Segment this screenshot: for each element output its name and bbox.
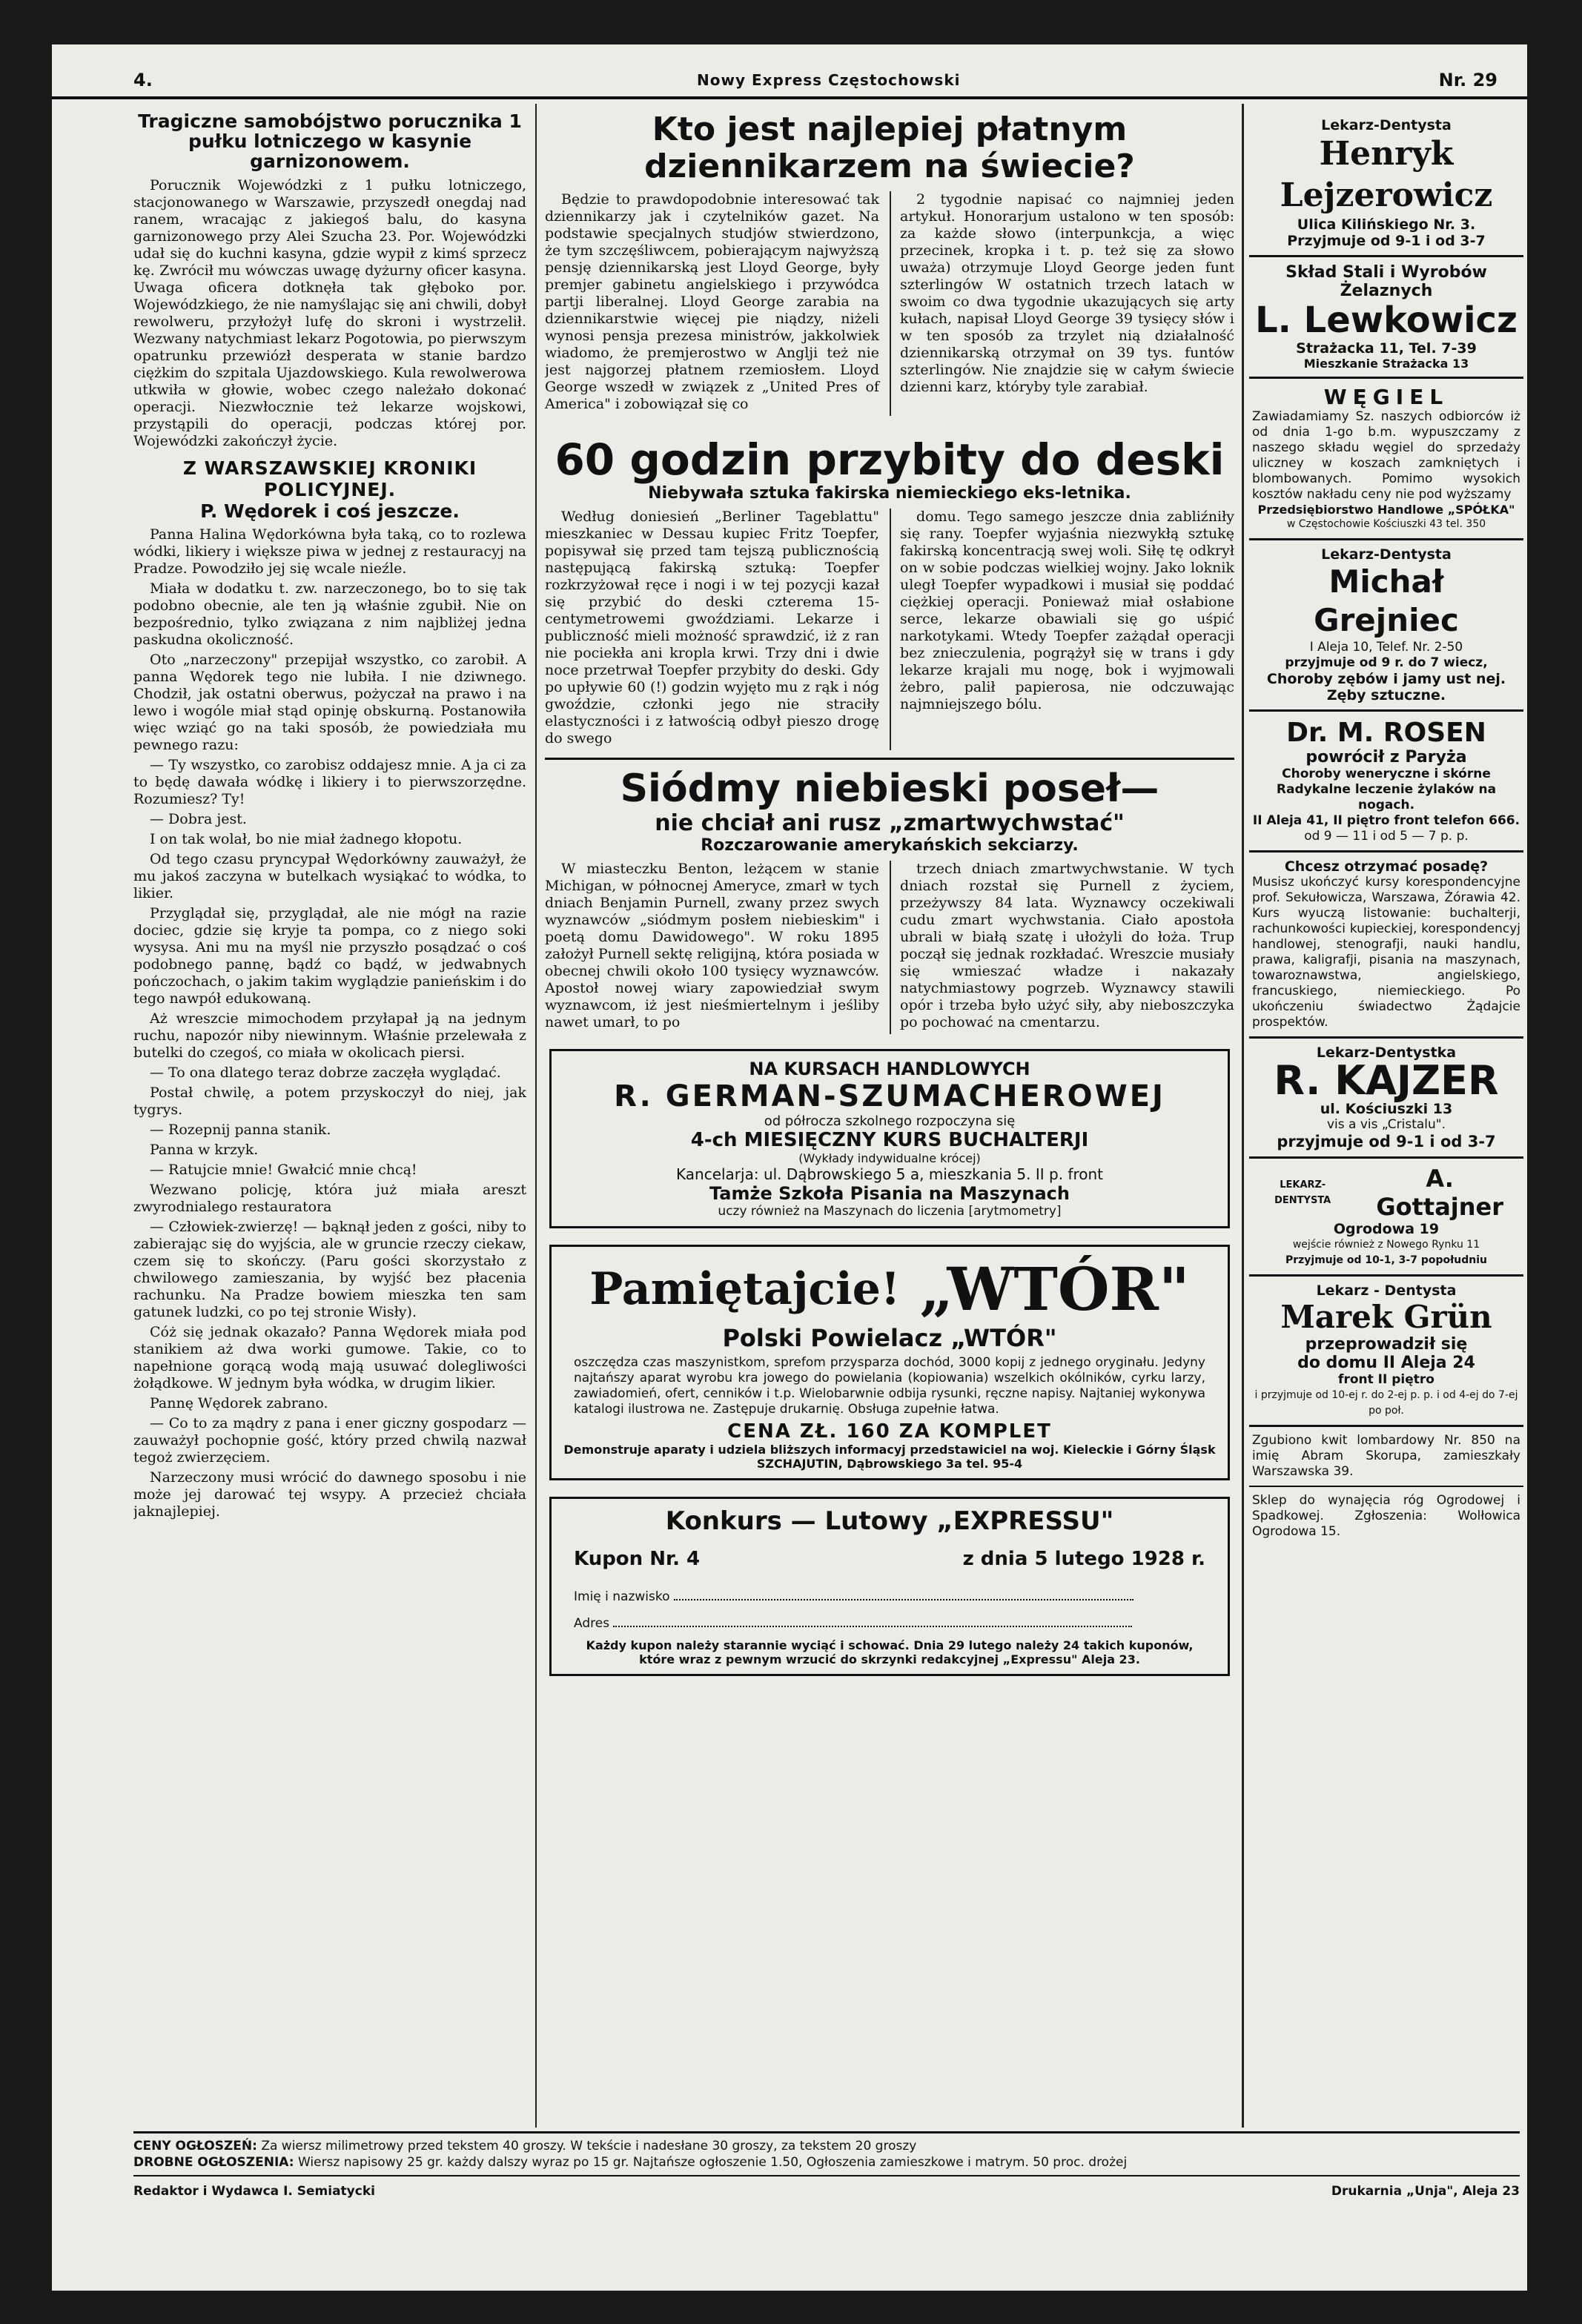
small-ads-label: DROBNE OGŁOSZENIA: — [133, 2155, 294, 2170]
small-ads-text: Wiersz napisowy 25 gr. każdy dalszy wyraz po 15 gr. Najtańsze ogłoszenie 1.50, Ogłoszenia zamieszkowe i matrym. 50 proc. drożej — [297, 2155, 1128, 2170]
ad-heading: LEKARZ-DENTYSTA — [1274, 1179, 1331, 1206]
kronika-para: I on tak wolał, bo nie miał żadnego kłopotu. — [150, 831, 463, 847]
article-purnell-title: Siódmy niebieski poseł— — [620, 767, 1159, 811]
contest-title: Konkurs — Lutowy „EXPRESSU" — [665, 1506, 1114, 1536]
article-journalist-left: Będzie to prawdopodobnie interesować tak dziennikarzy jak i czytelników gazet. Na podstawie specjalnych studjów stwierdzono, że tym szczęśliwcem, pobierającym najwyższą pensję dziennikarską jest Lloyd George, były premjer gabinetu angielskiego i przywódca partji liberalnej. Lloyd George zarabia na dziennikarstwie więcej pie niądzy, niżeli wynosi pensja prezesa ministrów, jakkolwiek wiadomo, że premjerostwo w Anglji też nie jest najgorzej płatnem rzemiosłem. Lloyd George wszedł w związek z „United Pres of America" i zobowiązał się co — [545, 191, 879, 412]
newspaper-page — [52, 44, 1527, 2291]
kronika-para: Wezwano policję, która już miała areszt zwyrodnialego restauratora — [133, 1182, 526, 1215]
ad-kursy — [549, 1049, 1230, 1228]
article-suicide-title: Tragiczne samobójstwo porucznika 1 pułku lotniczego w kasynie garnizonowem. — [138, 111, 522, 172]
issue-number: Nr. 29 — [1438, 70, 1497, 90]
ad-address: do domu II Aleja 24 — [1297, 1354, 1475, 1372]
kronika-para: Cóż się jednak okazało? Panna Wędorek miała pod stanikiem aż dwa worki gumowe. Takie, co to napełnione gorącą wodą mają usuwać dolegliwości żołądkowe. W jednym była wódka, w drugim likier. — [133, 1324, 526, 1391]
ad-name: Henryk Lejzerowicz — [1280, 135, 1493, 214]
contest-address-field[interactable] — [613, 1626, 1132, 1627]
price-list — [133, 2133, 1520, 2176]
article-fakir-subtitle: Niebywała sztuka fakirska niemieckiego eks-letnika. — [648, 484, 1131, 503]
ad-kajzer — [1249, 1039, 1523, 1159]
ad-text: przeprowadził się — [1305, 1335, 1468, 1354]
ad-services: Choroby weneryczne i skórne Radykalne leczenie żylaków na nogach. — [1276, 767, 1497, 812]
kronika-para: — Rozepnij panna stanik. — [150, 1122, 331, 1138]
paper-title: Nowy Express Częstochowski — [697, 71, 961, 89]
article-purnell-left: W miasteczku Benton, leżącem w stanie Michigan, w północnej Ameryce, zmarł w tych dniach Benjamin Purnell, zwany przez swych wyznawców „siódmym posłem niebieskim" i poetą domu Dawidowego". W roku 1895 założył Purnell sektę religijną, która posiada w obecnej chwili około 100 tysięcy wyznawców. Apostoł nowej wiary zapowiedział swym wyznawcom, iż jest nieśmiertelnym i jeśliby nawet umarł, to po — [545, 861, 879, 1030]
page-footer — [133, 2131, 1520, 2206]
article-suicide-body: Porucznik Wojewódzki z 1 pułku lotniczego, stacjonowanego w Warszawie, przyszedł onegdaj nad ranem, wracając z jakiegoś balu, do kasyna garnizonowego przy Alei Szucha 23. Por. Wojewódzki udał się do kuchni kasyna, gdzie wypił z kimś sprzecz kę. Zwrócił mu wówczas uwagę dyżurny oficer kasyna. Uwaga oficera dotknęła tak głęboko por. Wojewódzkiego, że nie namyślając się ani chwili, dobył rewolweru, przyłożył lufę do skroni i wystrzelił. Wezwany natychmiast lekarz Pogotowia, po pierwszym opatrunku przewiózł desperata w stanie bardzo ciężkim do szpitala Ujazdowskiego. Kula rewolwerowa utkwiła w głowie, wobec czego należało dokonać operacji. Niezwłocznie też lekarze wojskowi, przystąpili do operacji, podczas której por. Wojewódzki zakończył życie. — [133, 177, 526, 449]
ad-zgubiono — [1249, 1427, 1523, 1487]
ad-heading: powrócił z Paryża — [1305, 748, 1467, 767]
contest-coupon-number: Kupon Nr. 4 — [574, 1548, 701, 1570]
ad-hours: przyjmuje od 9-1 i od 3-7 — [1277, 1133, 1496, 1151]
kronika-para: Przyglądał się, przyglądał, ale nie mógł na razie dociec, gdzie się kryje ta pompa, co z niego soki wysysa. Ani mu na myśl nie przyszło posądzać o coś podobnego pannę, bądź co bądź, w jedwabnych pończochach, o jakim takim wyglądzie panieńskim i do tego nawpół edukowaną. — [133, 905, 526, 1007]
contest-address-label: Adres — [574, 1616, 610, 1631]
ad-address: Strażacka 11, Tel. 7-39 — [1296, 340, 1477, 357]
ad-address-2: vis a vis „Cristalu". — [1326, 1117, 1446, 1132]
article-fakir-body — [545, 509, 1234, 750]
divider — [545, 758, 1234, 760]
price-text: Za wiersz milimetrowy przed tekstem 40 groszy. W tekście i nadesłane 30 groszy, za tekstem 20 groszy — [261, 2139, 917, 2153]
ad-kursy-name: R. GERMAN-SZUMACHEROWEJ — [614, 1079, 1165, 1113]
kronika-para: — To ona dlatego teraz dobrze zaczęła wyglądać. — [150, 1065, 501, 1081]
kronika-para: — Co to za mądry z pana i ener giczny gospodarz — zauważył pochopnie gość, który przed chwilą nazwał tegoż zwierzęciem. — [133, 1415, 526, 1466]
ad-name: Dr. M. ROSEN — [1286, 718, 1486, 748]
kronika-para: Od tego czasu pryncypał Wędorkówny zauważył, że mu jakoś zaczyna w butelkach wysiąkać to wódka, to likier. — [133, 851, 526, 901]
article-purnell-subtitle: nie chciał ani rusz „zmartwychwstać" — [655, 810, 1125, 836]
editor-credit: Redaktor i Wydawca I. Semiatycki — [133, 2184, 375, 2199]
kronika-para: Panna Halina Wędorkówna była taką, co to rozlewa wódki, likiery i większe piwa w jednej z restauracyj na Pradze. Powodziło jej się wcale nieźle. — [133, 526, 526, 577]
ad-wtor — [549, 1245, 1230, 1480]
ad-text: Zgubiono kwit lombardowy Nr. 850 na imię Abram Skorupa, zamieszkały Warszawska 39. — [1252, 1433, 1520, 1479]
ad-heading: Lekarz - Dentysta — [1316, 1282, 1457, 1299]
ad-gottajner — [1249, 1159, 1523, 1277]
kronika-para: Pannę Wędorek zabrano. — [150, 1395, 328, 1411]
ad-kursy-line: Tamże Szkoła Pisania na Maszynach — [709, 1183, 1070, 1204]
ad-hours: Przyjmuje od 10-1, 3-7 popołudniu — [1285, 1254, 1488, 1266]
middle-column — [545, 111, 1234, 2120]
kronika-para: — Ratujcie mnie! Gwałcić mnie chcą! — [150, 1162, 417, 1178]
kronika-para: — Dobra jest. — [150, 811, 247, 827]
ad-services: Choroby zębów i jamy ust nej. Zęby sztuczne. — [1266, 671, 1506, 704]
kronika-para: — Ty wszystko, co zarobisz oddajesz mnie. A ja ci za to będę dawała wódkę i likiery i to pierwszorzędne. Rozumiesz? Ty! — [133, 757, 526, 807]
ad-heading: Lekarz-Dentystka — [1316, 1045, 1457, 1061]
article-fakir-left: Według doniesień „Berliner Tageblattu" mieszkaniec w Dessau kupiec Fritz Toepfer, popisywał się przed tam tejszą publicznością następującą fakirską sztuką: Toepfer rozkrzyżował ręce i nogi i w tej pozycji kazał się przybić do deski czterema 15-centymetrowemi gwoździami. Lekarze i publiczność mieli możność sprawdzić, iż z ran nie pociekła ani kropla krwi. Trzy dni i dwie noce przetrwał Toepfer przybity do deski. Gdy po upływie 60 (!) godzin wyjęto mu z rąk i nóg gwoździe, członki jego nie straciły elastyczności i z łatwością odbył pieszo drogę do swego — [545, 509, 879, 746]
ad-hours: przyjmuje od 9 r. do 7 wiecz, — [1285, 655, 1488, 670]
ad-grejniec — [1249, 540, 1523, 712]
ad-rosen — [1249, 712, 1523, 853]
article-fakir-title: 60 godzin przybity do deski — [555, 434, 1225, 485]
ad-kursy-line: NA KURSACH HANDLOWYCH — [749, 1059, 1030, 1079]
kronika-subtitle: P. Wędorek i coś jeszcze. — [200, 500, 460, 522]
ad-kursy-address: Kancelarja: ul. Dąbrowskiego 5 a, mieszkania 5. II p. front — [676, 1165, 1103, 1183]
article-journalist-right: 2 tygodnie napisać co najmniej jeden artykuł. Honorarjum ustalono w ten sposób: za każde słowo (interpunkcja, a więc przecinek, kropka i t. p. też się za słowo uważa) otrzymuje Lloyd George jeden funt szterlingów W ostatnich trzech latach w swoim co dwa tygodnie ukazujących się arty kułach, napisał Lloyd George 39 tysięcy słów i w ten sposób za trzylet nią działalność dziennikarską otrzymał on 39 tys. funtów szterlingów. Nie znajdzie się w całym świecie dzienni karz, któryby tyle zarabiał. — [900, 191, 1234, 395]
ads-column — [1249, 111, 1523, 2120]
ad-name: L. Lewkowicz — [1255, 299, 1518, 341]
article-journalist-body — [545, 191, 1234, 416]
ad-lejzerowicz — [1249, 111, 1523, 257]
ad-address: I Aleja 10, Telef. Nr. 2-50 — [1309, 640, 1463, 655]
ad-kursy-course: 4-ch MIESIĘCZNY KURS BUCHALTERJI — [690, 1129, 1089, 1151]
ad-heading: Lekarz-Dentysta — [1321, 546, 1452, 563]
ad-wtor-text: oszczędza czas maszynistkom, sprefom przysparza dochód, 3000 kopij z jednego oryginału. Jedyny najtańszy aparat wyrobu kra jowego do powielania (kopiowania) wszelkich okólników, cyrku larzy, zawiadomień, ofert, cenników i t.p. Wielobarwnie odbija rysunki, ręczne napisy. Najtaniej wykonywa katalogi ilustrowa ne. Zastępuje drukarnię. Obsługa zupełnie łatwa. — [574, 1355, 1205, 1417]
ad-address: II Aleja 41, II piętro front telefon 666. — [1252, 813, 1520, 828]
ad-wtor-demo: Demonstruje aparaty i udziela bliższych informacyj przedstawiciel na woj. Kieleckie i Górny Śląsk SZCHAJUTIN, Dąbrowskiego 3a tel. 95-4 — [563, 1443, 1216, 1471]
printer-credit: Drukarnia „Unja", Aleja 23 — [1331, 2184, 1520, 2199]
ad-sklep — [1249, 1487, 1523, 1546]
ad-name: A. Gottajner — [1376, 1165, 1504, 1221]
ad-heading: Lekarz-Dentysta — [1321, 117, 1452, 133]
ad-address: ul. Kościuszki 13 — [1320, 1101, 1453, 1117]
ad-hours: od 9 — 11 i od 5 — 7 p. p. — [1304, 829, 1469, 844]
price-label: CENY OGŁOSZEŃ: — [133, 2139, 257, 2153]
ad-hours: Przyjmuje od 9-1 i od 3-7 — [1287, 233, 1486, 249]
ad-name: Marek Grün — [1280, 1299, 1492, 1335]
ad-company: Przedsiębiorstwo Handlowe „SPÓŁKA" — [1257, 503, 1515, 517]
page-header — [52, 67, 1527, 99]
ad-wtor-price: CENA ZŁ. 160 ZA KOMPLET — [727, 1420, 1052, 1443]
ad-address-2: wejście również z Nowego Rynku 11 — [1292, 1239, 1480, 1251]
page-number: 4. — [133, 70, 153, 90]
kronika-title: Z WARSZAWSKIEJ KRONIKI POLICYJNEJ. — [182, 457, 477, 500]
kronika-para: Oto „narzeczony" przepijał wszystko, co zarobił. A panna Wędorek tego nie lubiła. I nie dziwnego. Chodził, jak ostatni oberwus, pożyczał na prawo i na lewo i wogóle miał stąd opinję obskurną. Postanowiła więc wziąć go na taki sposób, że powiedziała mu pewnego razu: — [133, 652, 526, 753]
article-fakir-right: domu. Tego samego jeszcze dnia zabliźniły się rany. Toepfer wyjaśnia niezwykłą sztukę fakirską koncentracją swej woli. Siłę tę odkrył on w sobie podczas wielkiej wojny. Jako loknik uległ Toepfer wypadkowi i musiał się poddać ciężkiej operacji. Ponieważ miał osłabione serce, lekarze obawiali się go uśpić narkotykami. Wtedy Toepfer zażądał operacji bez znieczulenia, pogrążył się w trans i gdy lekarze krajali mu nogę, bok i wyjmowali żebro, palił papierosa, nie odczuwając najmniejszego bólu. — [900, 509, 1234, 712]
contest-name-field[interactable] — [674, 1599, 1133, 1600]
column-rule — [535, 104, 537, 2128]
ad-text: Zawiadamiamy Sz. naszych odbiorców iż od dnia 1-go b.m. wypuszczamy z naszego składu węgiel do sprzedaży uliczney w koszach zamkniętych i blombowanych. Pomimo wysokich kosztów nakładu ceny nie pod wyższamy — [1252, 409, 1520, 502]
kronika-para: Miała w dodatku t. zw. narzeczonego, bo to się tak podobno obecnie, ale ten ją właśnie zgubił. Nie on bezpośrednio, tylko związana z nim najbliżej jedna paskudna okoliczność. — [133, 580, 526, 648]
kronika-para: Postał chwilę, a potem przyskoczył do niej, jak tygrys. — [133, 1085, 526, 1118]
ad-kursy-line: (Wykłady indywidualne krócej) — [798, 1151, 981, 1165]
ad-text: Sklep do wynajęcia róg Ogrodowej i Spadkowej. Zgłoszenia: Wolłowica Ogrodowa 15. — [1252, 1493, 1520, 1539]
article-journalist-title: Kto jest najlepiej płatnym dziennikarzem na świecie? — [644, 111, 1135, 185]
ad-wtor-brand: „WTÓR" — [919, 1254, 1190, 1324]
ad-name: Michał Grejniec — [1314, 563, 1459, 638]
ad-heading: Skład Stali i Wyrobów Żelaznych — [1285, 263, 1487, 300]
ad-text: Musisz ukończyć kursy korespondencyjne prof. Sekułowicza, Warszawa, Żórawia 42. Kurs wyuczą listowanie: buchalterji, rachunkowości kupieckiej, korespondencyj handlowej, stenografji, nauki handlu, prawa, kaligrafji, pisania na maszynach, towaroznawstwa, angielskiego, francuskiego, niemieckiego. Po ukończeniu świadectwo Żądajcie prospektów. — [1252, 875, 1520, 1030]
ad-name: R. KAJZER — [1274, 1057, 1499, 1104]
ad-kursy-line: uczy również na Maszynach do liczenia [arytmometry] — [718, 1204, 1062, 1219]
ad-wegiel — [1249, 379, 1523, 540]
ad-lewkowicz — [1249, 257, 1523, 379]
article-purnell-right: trzech dniach zmartwychwstanie. W tych dniach rozstał się Purnell z życiem, przeżywszy 84 lata. Wyznawcy oczekiwali cudu zmart wychwstania. Ciało apostoła ubrali w białą szatę i ułożyli do łoża. Trup począł się jednak rozkładać. Wreszcie musiały się wmieszać władze i nakazały natychmiastowy pogrzeb. Wyznawcy stawili opór i trzeba było użyć siły, aby nieboszczyka po pochować na cmentarzu. — [900, 861, 1234, 1030]
ad-address-2: Mieszkanie Strażacka 13 — [1303, 357, 1469, 371]
column-rule — [1242, 104, 1244, 2128]
kronika-para: — Człowiek-zwierzę! — bąknął jeden z gości, niby to zabierając się do wyjścia, ale w gruncie rzeczy ciekaw, czem się to skończy. (Paru gości skorzystało z chwilowego zamieszania, by wyjść bez płacenia rachunku. Na Pradze bowiem mieszka ten sam gatunek ludzki, co po tej stronie Wisły). — [133, 1219, 526, 1320]
ad-heading: Chcesz otrzymać posadę? — [1284, 858, 1489, 875]
contest-name-label: Imię i nazwisko — [574, 1589, 670, 1604]
contest-note: Każdy kupon należy starannie wyciąć i schować. Dnia 29 lutego należy 24 takich kuponów, które wraz z pewnym wrzucić do skrzynki redakcyjnej „Expressu" Aleja 23. — [586, 1638, 1194, 1666]
ad-posada — [1249, 853, 1523, 1039]
kronika-para: Panna w krzyk. — [150, 1142, 259, 1158]
ad-grun — [1249, 1277, 1523, 1427]
kronika-para: Narzeczony musi wrócić do dawnego sposobu i nie może jej darować tej wsypy. A przecież chciała jaknajlepiej. — [133, 1469, 526, 1520]
ad-address: Ogrodowa 19 — [1333, 1221, 1440, 1237]
contest-coupon-date: z dnia 5 lutego 1928 r. — [962, 1548, 1205, 1570]
article-purnell-body — [545, 861, 1234, 1034]
article-purnell-subtitle-2: Rozczarowanie amerykańskich sekciarzy. — [701, 836, 1079, 855]
ad-address-2: front II piętro — [1338, 1372, 1434, 1387]
ad-address: Ulica Kilińskiego Nr. 3. — [1297, 216, 1476, 233]
kronika-para: Aż wreszcie mimochodem przyłapał ją na jednym ruchu, napozór niby niewinnym. Właśnie przelewała z butelki do czegoś, co miała w okolicach piersi. — [133, 1010, 526, 1061]
ad-wtor-slogan: Pamiętajcie! — [589, 1263, 901, 1315]
ad-address: w Częstochowie Kościuszki 43 tel. 350 — [1286, 518, 1486, 530]
ad-hours: i przyjmuje od 10-ej r. do 2-ej p. p. i od 4-ej do 7-ej po poł. — [1254, 1389, 1518, 1417]
contest-coupon — [549, 1497, 1230, 1676]
ad-wtor-sub: Polski Powielacz „WTÓR" — [722, 1324, 1057, 1352]
left-column — [133, 111, 526, 2120]
ad-heading: WĘGIEL — [1323, 385, 1449, 409]
ad-kursy-line: od półrocza szkolnego rozpoczyna się — [764, 1113, 1016, 1129]
